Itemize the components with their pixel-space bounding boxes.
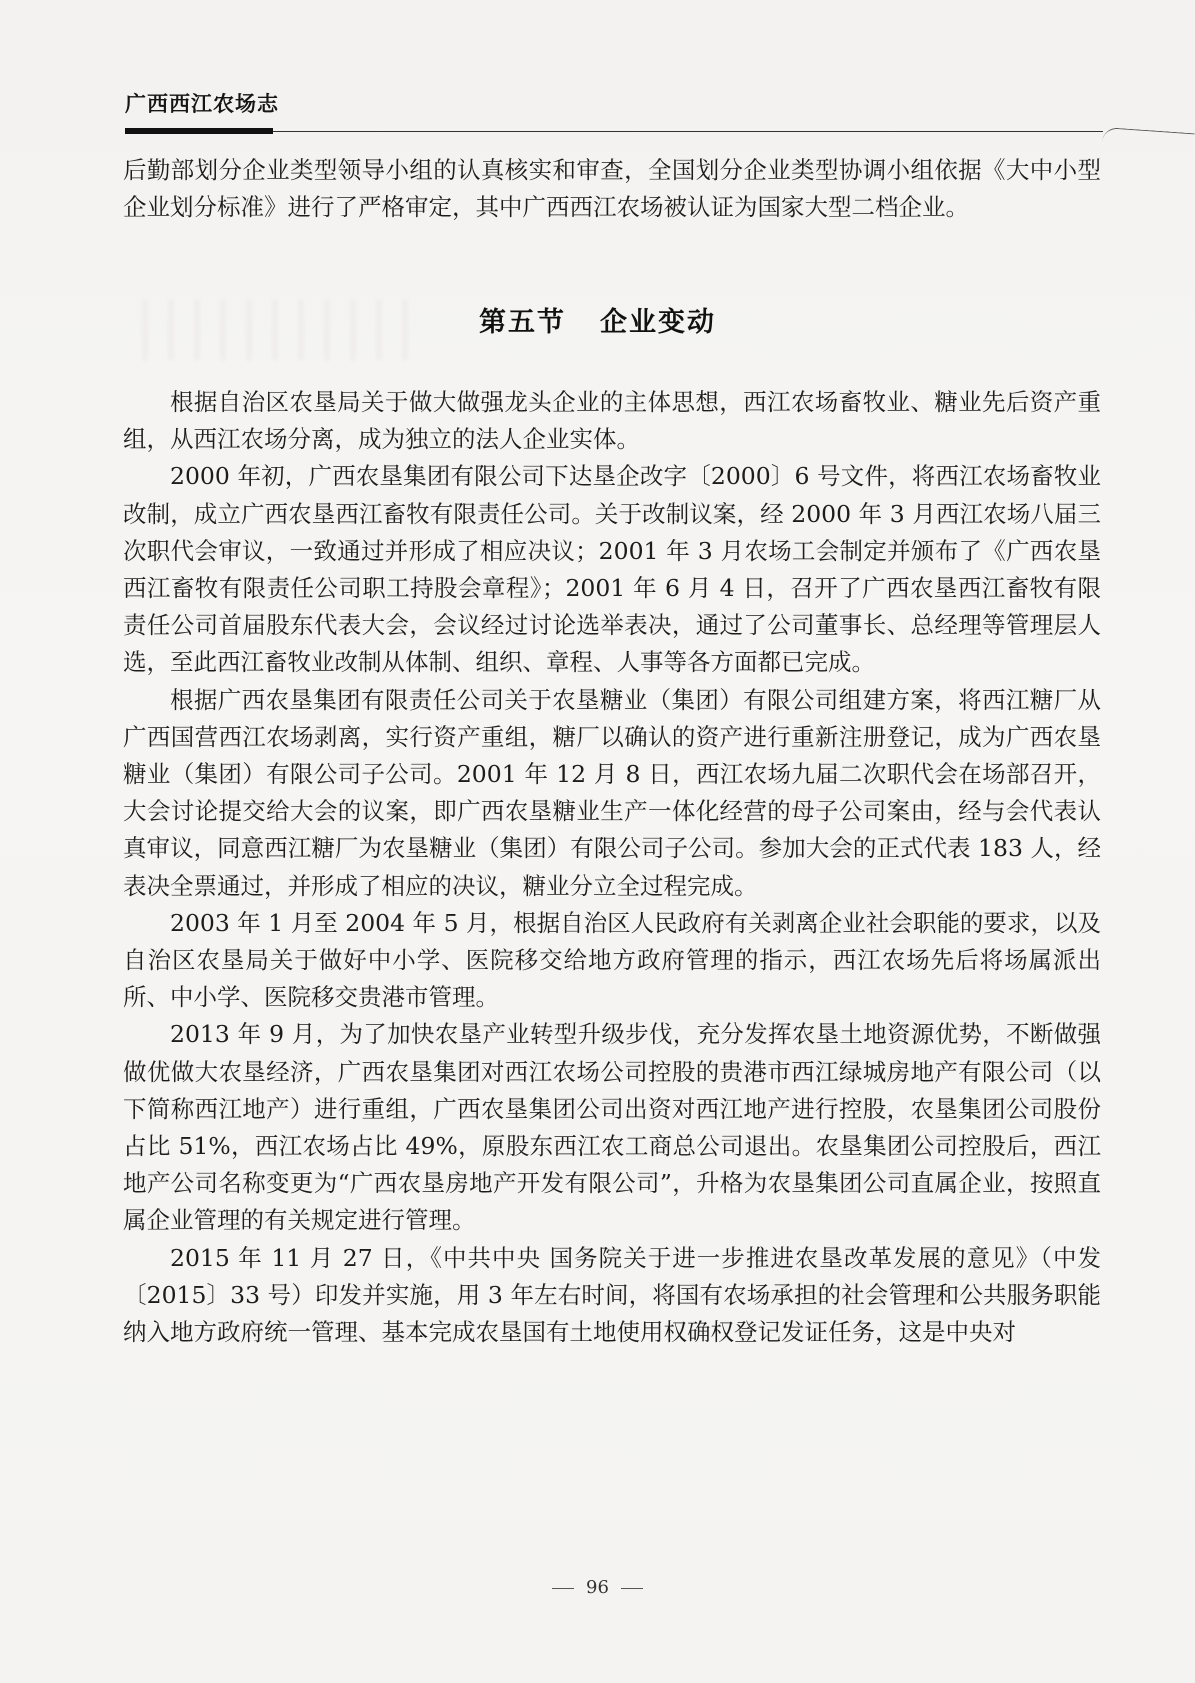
body-paragraph: 2013 年 9 月，为了加快农垦产业转型升级步伐，充分发挥农垦土地资源优势，不断做强做优做大农垦经济，广西农垦集团对西江农场公司控股的贵港市西江绿城房地产有限公司（以下简称西江地产）进行重组，广西农垦集团公司出资对西江地产进行控股，农垦集团公司股份占比 51%，西江农场占比 49%，原股东西江农工商总公司退出。农垦集团公司控股后，西江地产公司名称变更为“广西农垦房地产开发有限公司”，升格为农垦集团公司直属企业，按照直属企业管理的有关规定进行管理。 <box>123 1020 1101 1235</box>
body-paragraph: 2000 年初，广西农垦集团有限公司下达垦企改字〔2000〕6 号文件，将西江农场畜牧业改制，成立广西农垦西江畜牧有限责任公司。关于改制议案，经 2000 年 3 月西江农场八届三次职代会审议，一致通过并形成了相应决议；2001 年 3 月农场工会制定并颁布了《广西农垦西江畜牧有限责任公司职工持股会章程》；2001 年 6 月 4 日，召开了广西农垦西江畜牧有限责任公司首届股东代表大会，会议经过讨论选举表决，通过了公司董事长、总经理等管理层人选，至此西江畜牧业改制从体制、组织、章程、人事等各方面都已完成。 <box>123 462 1101 677</box>
body-paragraph: 2015 年 11 月 27 日，《中共中央 国务院关于进一步推进农垦改革发展的意见》（中发〔2015〕33 号）印发并实施，用 3 年左右时间，将国有农场承担的社会管理和公共服务职能纳入地方政府统一管理、基本完成农垦国有土地使用权确权登记发证任务，这是中央对 <box>123 1243 1101 1347</box>
header-rule-thick <box>125 128 273 134</box>
page-number: 96 <box>586 1577 609 1598</box>
running-head-title: 广西西江农场志 <box>125 92 279 116</box>
intro-block <box>123 152 1101 226</box>
folio-dash-right <box>621 1588 643 1589</box>
page-footer <box>0 1577 1195 1598</box>
section-heading <box>0 300 1195 339</box>
section-number: 第五节 <box>479 307 566 338</box>
header-rule-thin <box>273 131 1103 132</box>
main-body <box>123 384 1101 1351</box>
folio-dash-left <box>552 1588 574 1589</box>
body-paragraph: 根据自治区农垦局关于做大做强龙头企业的主体思想，西江农场畜牧业、糖业先后资产重组，从西江农场分离，成为独立的法人企业实体。 <box>123 388 1101 454</box>
body-paragraph: 2003 年 1 月至 2004 年 5 月，根据自治区人民政府有关剥离企业社会职能的要求，以及自治区农垦局关于做好中小学、医院移交给地方政府管理的指示，西江农场先后将场属派出所、中小学、医院移交贵港市管理。 <box>123 908 1101 1012</box>
page-edge-curve <box>1102 127 1195 148</box>
body-paragraph: 根据广西农垦集团有限责任公司关于农垦糖业（集团）有限公司组建方案，将西江糖厂从广西国营西江农场剥离，实行资产重组，糖厂以确认的资产进行重新注册登记，成为广西农垦糖业（集团）有限公司子公司。2001 年 12 月 8 日，西江农场九届二次职代会在场部召开，大会讨论提交给大会的议案，即广西农垦糖业生产一体化经营的母子公司案由，经与会代表认真审议，同意西江糖厂为农垦糖业（集团）有限公司子公司。参加大会的正式代表 183 人，经表决全票通过，并形成了相应的决议，糖业分立全过程完成。 <box>123 685 1101 900</box>
intro-paragraph: 后勤部划分企业类型领导小组的认真核实和审查，全国划分企业类型协调小组依据《大中小型企业划分标准》进行了严格审定，其中广西西江农场被认证为国家大型二档企业。 <box>123 156 1101 222</box>
section-title-text: 企业变动 <box>600 307 716 338</box>
